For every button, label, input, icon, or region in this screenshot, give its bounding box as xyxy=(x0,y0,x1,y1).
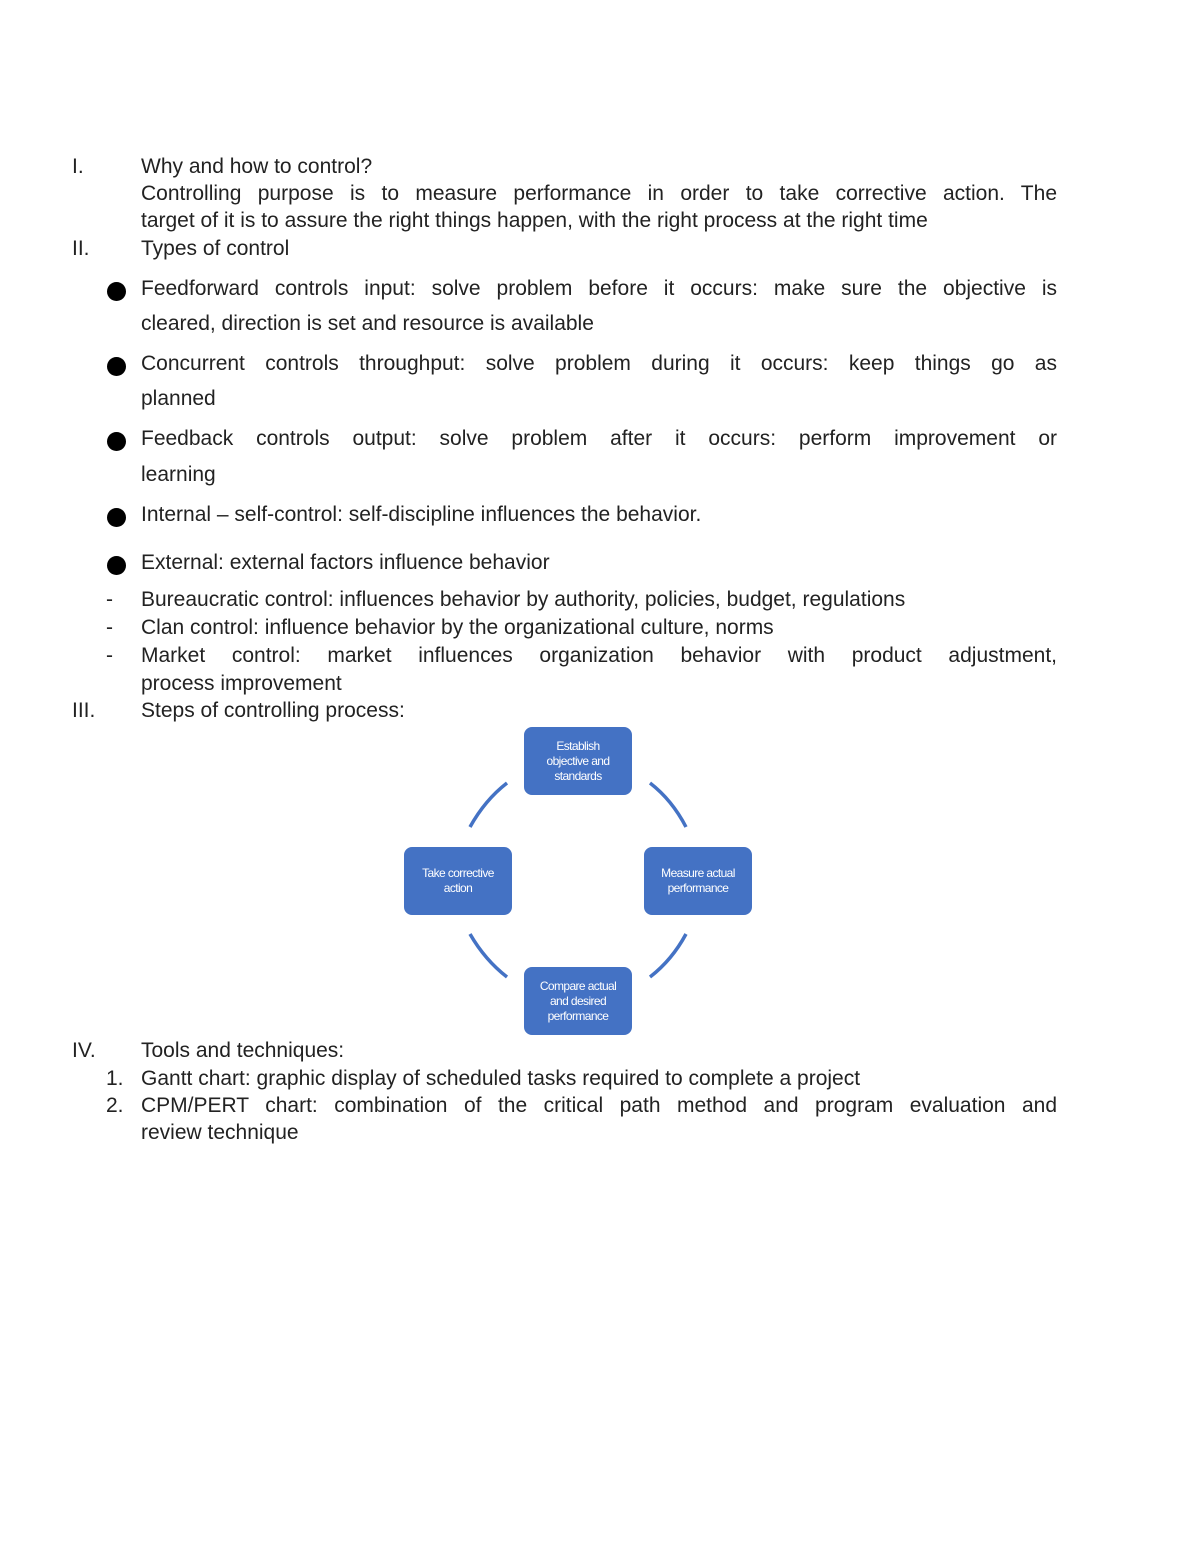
list-item-number: 1. xyxy=(106,1067,124,1090)
section-3-title: Steps of controlling process: xyxy=(141,699,405,722)
dash-clan: Clan control: influence behavior by the organizational culture, norms xyxy=(141,616,774,639)
list-item-number: 2. xyxy=(106,1094,124,1117)
arc-connector-top-left xyxy=(470,783,507,827)
tool-gantt-chart: Gantt chart: graphic display of scheduled tasks required to complete a project xyxy=(141,1067,861,1090)
section-4-number: IV. xyxy=(72,1039,96,1062)
bullet-concurrent-line-1: Concurrent controls throughput: solve problem during it occurs: keep things go as xyxy=(141,352,1057,375)
bullet-concurrent-line-2: planned xyxy=(141,387,216,410)
bullet-internal: Internal – self-control: self-discipline influences the behavior. xyxy=(141,503,702,526)
bullet-feedforward-line-2: cleared, direction is set and resource is available xyxy=(141,312,594,335)
node-text-line: Measure actual xyxy=(661,866,735,880)
bullet-feedback-line-2: learning xyxy=(141,463,216,486)
control-process-cycle-diagram xyxy=(395,720,765,1040)
bullet-external: External: external factors influence behavior xyxy=(141,551,550,574)
bullet-dot xyxy=(107,508,126,527)
dash-marker: - xyxy=(106,588,113,611)
step-compare-performance xyxy=(522,965,634,1037)
node-text-line: and desired xyxy=(549,993,607,1008)
arc-connector-bottom-right xyxy=(650,934,686,977)
section-1-paragraph-line-1: Controlling purpose is to measure performance in order to take corrective action. The xyxy=(141,182,1057,205)
node-text-line: objective and xyxy=(546,753,610,768)
bullet-feedforward-line-1: Feedforward controls input: solve problem before it occurs: make sure the objective is xyxy=(141,277,1057,300)
section-1-paragraph-line-2: target of it is to assure the right things happen, with the right process at the right time xyxy=(141,209,928,232)
section-4-title: Tools and techniques: xyxy=(141,1039,345,1062)
node-text-line: action xyxy=(443,881,473,895)
node-text-line: Establish xyxy=(556,738,600,753)
step-establish-objectives xyxy=(522,725,634,797)
section-3-number: III. xyxy=(72,699,96,722)
arc-connector-top-right xyxy=(650,783,686,827)
dash-marker: - xyxy=(106,616,113,639)
bullet-feedback-line-1: Feedback controls output: solve problem after it occurs: perform improvement or xyxy=(141,427,1057,450)
node-text-line: standards xyxy=(554,768,602,783)
dash-market-line-2: process improvement xyxy=(141,672,342,695)
step-take-corrective-action xyxy=(402,845,514,917)
section-2-number: II. xyxy=(72,237,90,260)
section-1-number: I. xyxy=(72,155,84,178)
bullet-dot xyxy=(107,556,126,575)
bullet-dot xyxy=(107,432,126,451)
node-text-line: performance xyxy=(547,1008,609,1023)
tool-cpm-pert-line-2: review technique xyxy=(141,1121,299,1144)
node-text-line: Compare actual xyxy=(539,978,617,993)
dash-bureaucratic: Bureaucratic control: influences behavior by authority, policies, budget, regulations xyxy=(141,588,906,611)
step-measure-performance xyxy=(642,845,754,917)
bullet-dot xyxy=(107,357,126,376)
section-1-title: Why and how to control? xyxy=(141,155,373,178)
tool-cpm-pert-line-1: CPM/PERT chart: combination of the critical path method and program evaluation and xyxy=(141,1094,1057,1117)
node-text-line: Take corrective xyxy=(422,866,494,880)
node-text-line: performance xyxy=(667,881,729,895)
dash-market-line-1: Market control: market influences organization behavior with product adjustment, xyxy=(141,644,1057,667)
dash-marker: - xyxy=(106,644,113,667)
bullet-dot xyxy=(107,282,126,301)
section-2-title: Types of control xyxy=(141,237,290,260)
arc-connector-bottom-left xyxy=(470,934,507,977)
